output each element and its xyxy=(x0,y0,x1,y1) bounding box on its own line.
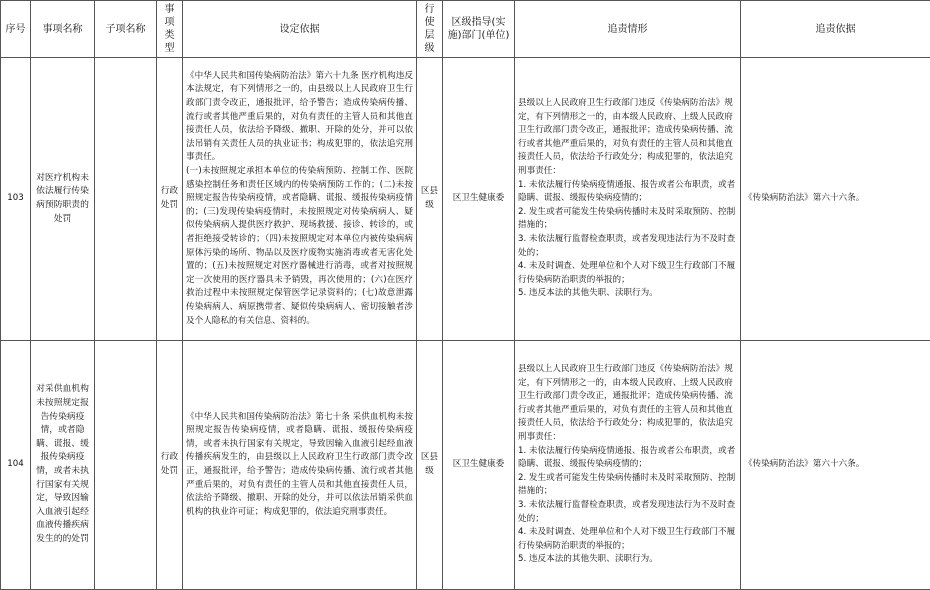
row-item-name: 对采供血机构未按照规定报告传染病疫情，或者隐瞒、谎报、缓报传染病疫情，或者未执行国家有关规定，导致因输入血液引起经血液传播疾病发生的的处罚 xyxy=(31,341,95,590)
header-accountability-basis: 追责依据 xyxy=(741,1,930,58)
row-department: 区卫生健康委 xyxy=(443,341,515,590)
header-item-type: 事项类型 xyxy=(157,1,183,58)
row-sub-item xyxy=(95,341,157,590)
row-basis: 《中华人民共和国传染病防治法》第六十九条 医疗机构违反本法规定，有下列情形之一的，由县级以上人民政府卫生行政部门责令改正，通报批评，给予警告；造成传染病传播、流行或者其他严重后果的，对负有责任的主管人员和其他直接责任人员，依法给予降级、撤职、开除的处分，并可以依法吊销有关责任人员的执业证书；构成犯罪的，依法追究刑事责任。 (一)未按照规定承担本单位的传染病预防、控制工作、医院感染控制任务和责任区域内的传染病预防工作的；(二)未按照规定报告传染病疫情，或者隐瞒、谎报、缓报传染病疫情的；(三)发现传染病疫情时，未按照规定对传染病病人、疑似传染病病人提供医疗救护、现场救援、接诊、转诊的，或者拒绝接受转诊的；（四)未按照规定对本单位内被传染病病原体污染的场所、物品以及医疗废物实施消毒或者无害化处置的；(五)未按照规定对医疗器械进行消毒，或者对按照规定一次使用的医疗器具未予销毁，再次使用的；(六)在医疗救治过程中未按照规定保管医学记录资料的；(七)故意泄露传染病病人、病原携带者、疑似传染病病人、密切接触者涉及个人隐私的有关信息、资料的。 xyxy=(183,58,417,341)
row-exercise-level: 区县级 xyxy=(417,341,443,590)
table-row xyxy=(1,58,930,341)
header-basis: 设定依据 xyxy=(183,1,417,58)
header-department: 区级指导(实施)部门(单位) xyxy=(443,1,515,58)
row-department: 区卫生健康委 xyxy=(443,58,515,341)
row-accountability-basis: 《传染病防治法》第六十六条。 xyxy=(741,341,930,590)
header-accountability: 追责情形 xyxy=(515,1,741,58)
row-accountability: 县级以上人民政府卫生行政部门违反《传染病防治法》规定，有下列情形之一的，由本级人民政府、上级人民政府卫生行政部门责令改正，通报批评；造成传染病传播、流行或者其他严重后果的，对负有责任的主管人员和其他直接责任人员，依法给予行政处分；构成犯罪的，依法追究刑事责任： 1. 未依法履行传染病疫情通报、报告或者公布职责，或者隐瞒、谎报、缓报传染病疫情的； 2. 发生或者可能发生传染病传播时未及时采取预防、控制措施的； 3. 未依法履行监督检查职责，或者发现违法行为不及时查处的； 4. 未及时调查、处理单位和个人对下级卫生行政部门不履行传染病防治职责的举报的； 5. 违反本法的其他失职、渎职行为。 xyxy=(515,341,741,590)
row-sub-item xyxy=(95,58,157,341)
row-item-name: 对医疗机构未依法履行传染病预防职责的处罚 xyxy=(31,58,95,341)
row-item-type: 行政处罚 xyxy=(157,341,183,590)
row-accountability: 县级以上人民政府卫生行政部门违反《传染病防治法》规定，有下列情形之一的，由本级人民政府、上级人民政府卫生行政部门责令改正，通报批评；造成传染病传播、流行或者其他严重后果的，对负有责任的主管人员和其他直接责任人员，依法给予行政处分；构成犯罪的，依法追究刑事责任： 1. 未依法履行传染病疫情通报、报告或者公布职责，或者隐瞒、谎报、缓报传染病疫情的； 2. 发生或者可能发生传染病传播时未及时采取预防、控制措施的； 3. 未依法履行监督检查职责，或者发现违法行为不及时查处的； 4. 未及时调查、处理单位和个人对下级卫生行政部门不履行传染病防治职责的举报的； 5. 违反本法的其他失职、渎职行为。 xyxy=(515,58,741,341)
header-item-name: 事项名称 xyxy=(31,1,95,58)
table-row xyxy=(1,341,930,590)
header-sub-item: 子项名称 xyxy=(95,1,157,58)
row-basis: 《中华人民共和国传染病防治法》第七十条 采供血机构未按照规定报告传染病疫情，或者隐瞒、谎报、缓报传染病疫情，或者未执行国家有关规定，导致因输入血液引起经血液传播疾病发生的，由县级以上人民政府卫生行政部门责令改正，通报批评，给予警告；造成传染病传播、流行或者其他严重后果的，对负有责任的主管人员和其他直接责任人员，依法给予降级、撤职、开除的处分，并可以依法吊销采供血机构的执业许可证；构成犯罪的，依法追究刑事责任。 xyxy=(183,341,417,590)
row-exercise-level: 区县级 xyxy=(417,58,443,341)
row-accountability-basis: 《传染病防治法》第六十六条。 xyxy=(741,58,930,341)
row-seq: 103 xyxy=(1,58,31,341)
header-seq: 序号 xyxy=(1,1,31,58)
header-row xyxy=(1,1,930,58)
row-item-type: 行政处罚 xyxy=(157,58,183,341)
header-exercise-level: 行使层级 xyxy=(417,1,443,58)
row-seq: 104 xyxy=(1,341,31,590)
